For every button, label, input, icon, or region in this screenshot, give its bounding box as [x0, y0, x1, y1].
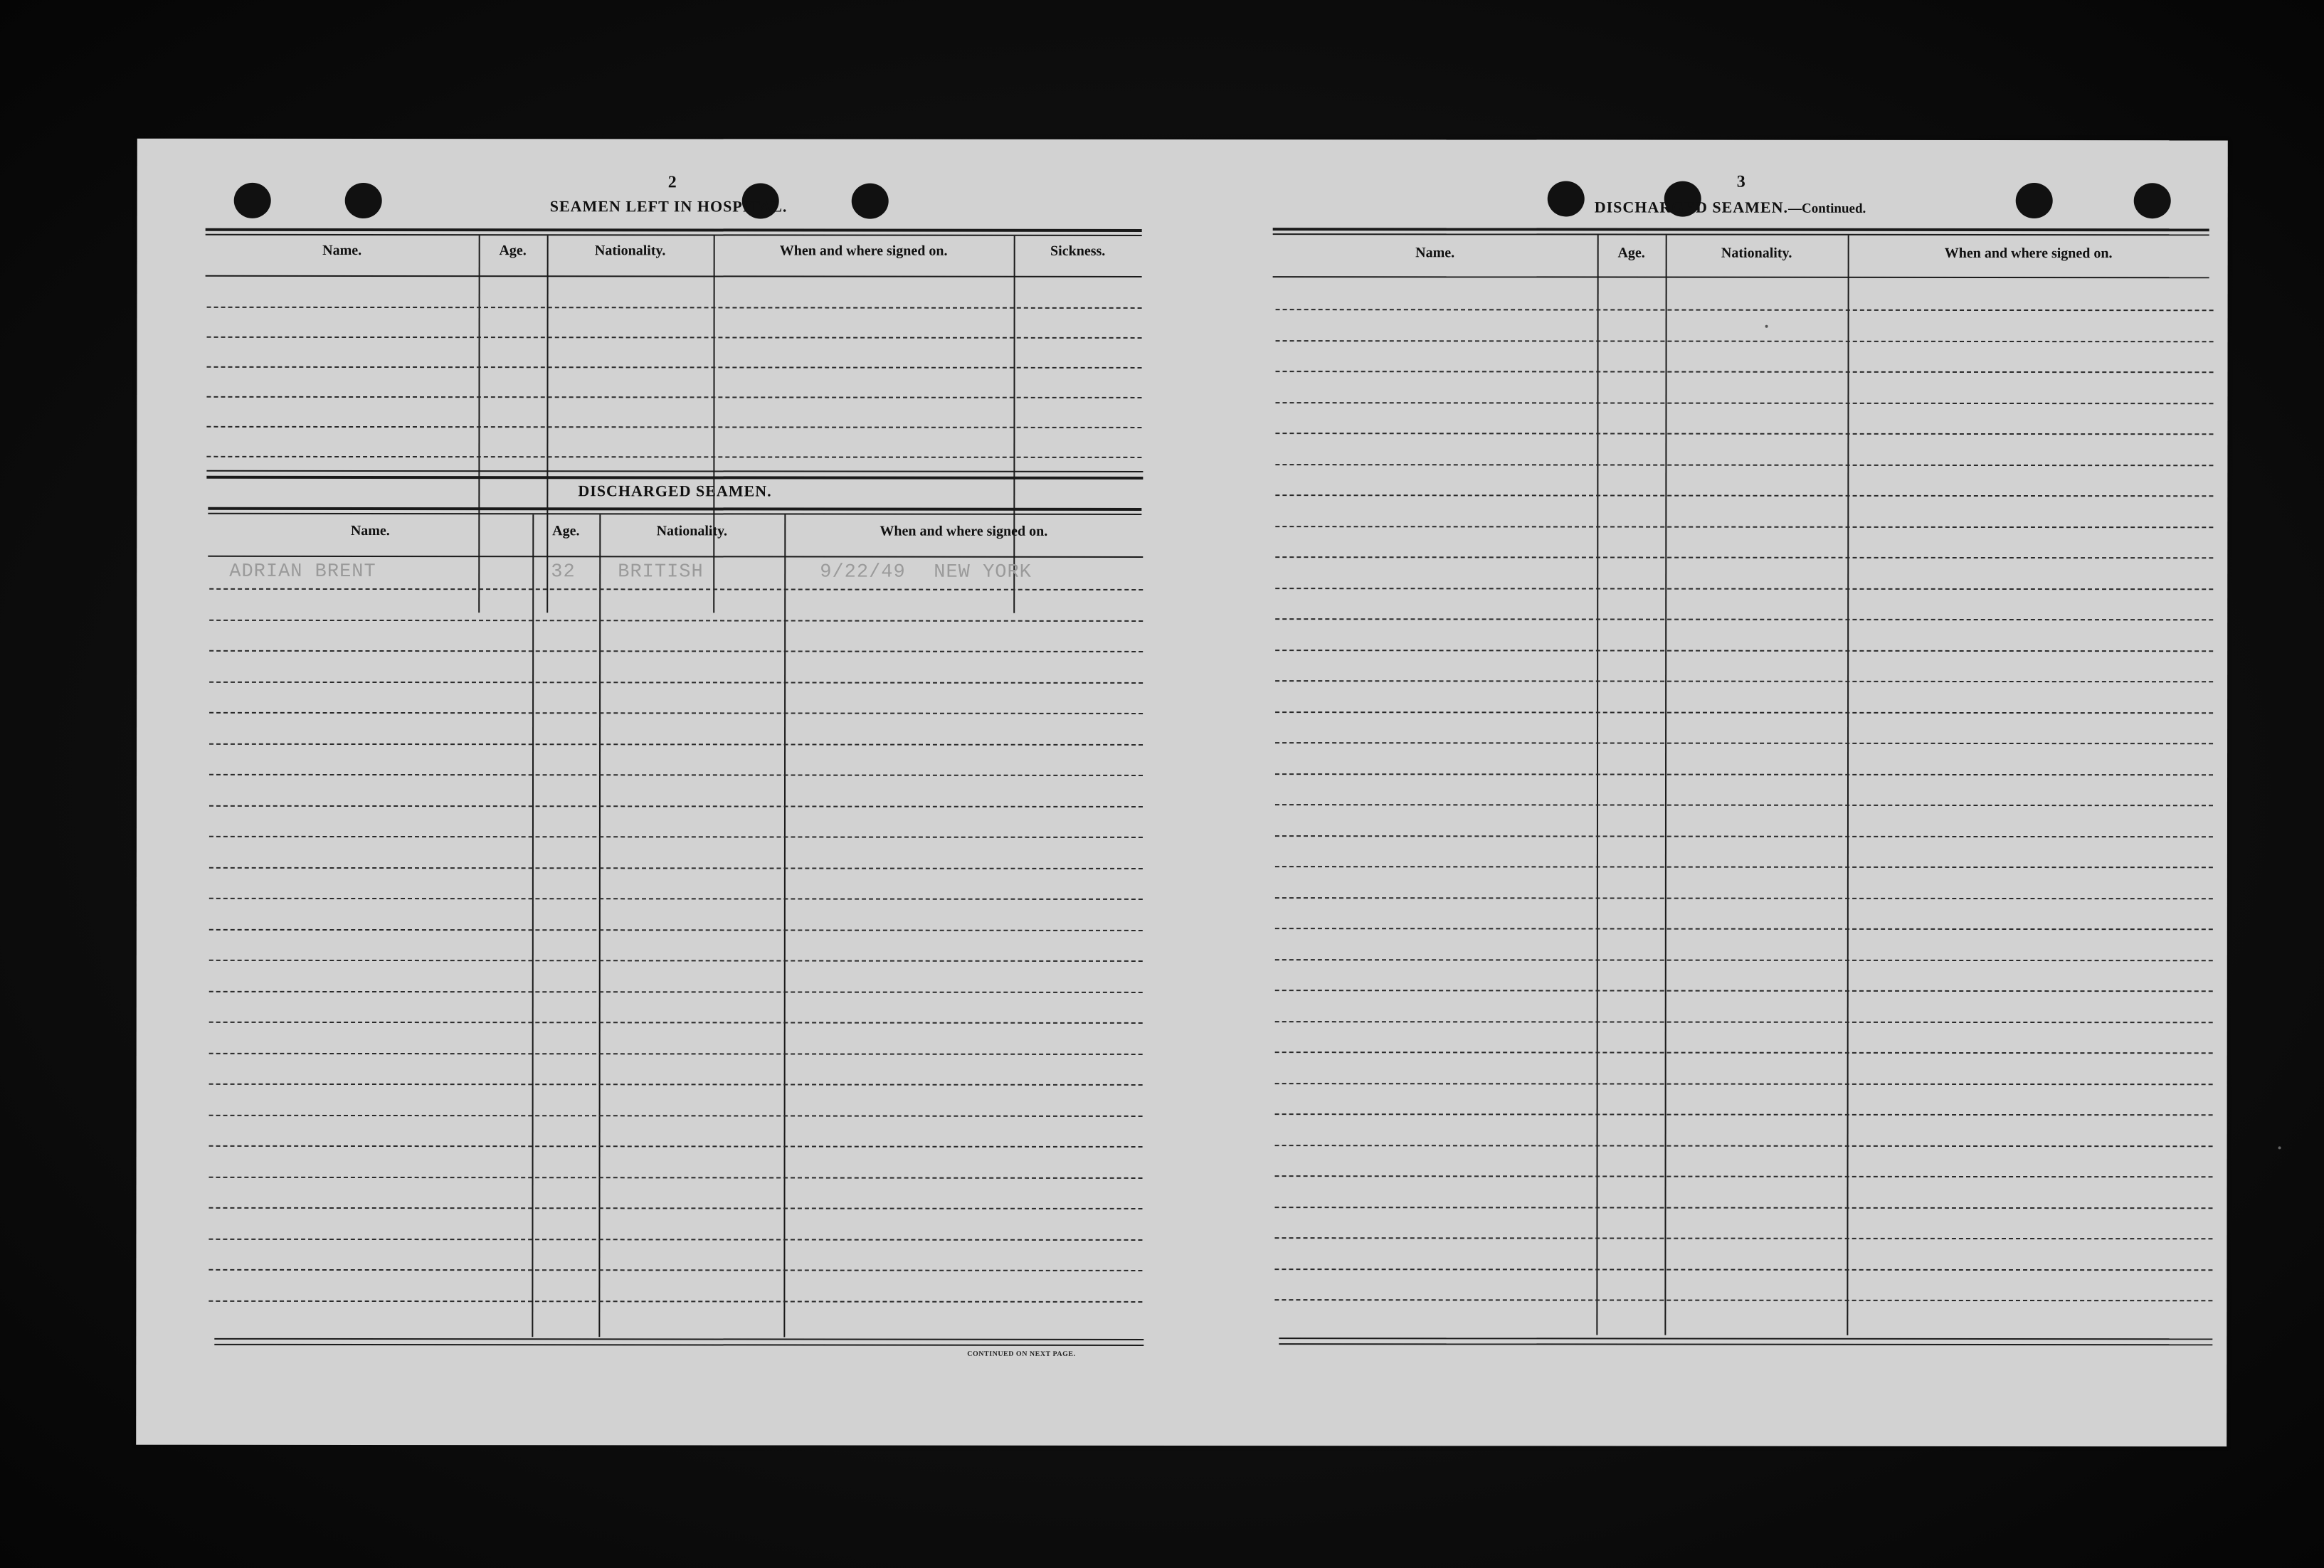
- entry-line: [209, 650, 1143, 652]
- signed-on-date: 9/22/49: [820, 561, 906, 583]
- entry-line: [1275, 464, 2213, 466]
- punch-hole: [2134, 183, 2171, 218]
- entry-line: [1275, 556, 2213, 558]
- entry-line: [1275, 742, 2213, 744]
- table-top-rule: [206, 234, 1142, 236]
- entry-line: [209, 1084, 1143, 1086]
- column-divider: [1596, 235, 1598, 1335]
- entry-line: [207, 307, 1142, 309]
- right-page: [1218, 139, 2228, 1446]
- seaman-nationality: BRITISH: [618, 561, 704, 583]
- entry-line: [206, 396, 1141, 398]
- table-bottom-rule: [206, 470, 1143, 472]
- table-top-rule: [208, 507, 1141, 511]
- entry-line: [1275, 1175, 2213, 1177]
- continued-footer: CONTINUED ON NEXT PAGE.: [967, 1350, 1076, 1358]
- table-bottom-rule: [214, 1338, 1143, 1340]
- entry-line: [1275, 680, 2213, 682]
- entry-line: [1275, 402, 2213, 404]
- column-header-name: Name.: [350, 522, 390, 539]
- entry-line: [1275, 835, 2213, 837]
- entry-line: [209, 619, 1143, 621]
- entry-line: [209, 743, 1143, 745]
- document-sheet: [136, 139, 2228, 1447]
- entry-line: [1275, 866, 2213, 868]
- entry-line: [1275, 618, 2213, 620]
- column-header-sickness: Sickness.: [1050, 243, 1106, 259]
- left-page: [136, 139, 1155, 1446]
- table-top-rule: [206, 228, 1142, 232]
- column-header-nationality: Nationality.: [594, 243, 666, 259]
- discharged-section-title: DISCHARGED SEAMEN.: [578, 482, 772, 500]
- entry-line: [1275, 1051, 2213, 1054]
- entry-line: [208, 1238, 1142, 1240]
- column-header-age: Age.: [1617, 245, 1645, 261]
- entry-line: [1274, 1299, 2212, 1301]
- entry-line: [209, 960, 1143, 962]
- entry-line: [1276, 371, 2214, 373]
- entry-line: [209, 588, 1143, 590]
- table-bottom-rule: [206, 476, 1143, 480]
- entry-line: [1275, 897, 2213, 899]
- table-top-rule: [1273, 233, 2209, 235]
- column-header-name: Name.: [1415, 245, 1455, 261]
- signed-on-place: NEW YORK: [934, 561, 1032, 583]
- entry-line: [1274, 1268, 2212, 1271]
- header-bottom-rule: [208, 556, 1143, 558]
- punch-hole: [2016, 183, 2053, 218]
- entry-line: [209, 928, 1143, 931]
- column-divider: [783, 515, 786, 1337]
- entry-line: [1275, 1083, 2213, 1085]
- entry-line: [1274, 1207, 2212, 1209]
- entry-line: [208, 1269, 1142, 1271]
- entry-line: [209, 774, 1143, 776]
- punch-hole: [234, 183, 271, 218]
- punch-hole: [345, 183, 382, 218]
- entry-line: [1275, 433, 2213, 435]
- seaman-age: 32: [551, 561, 576, 583]
- entry-line: [209, 990, 1143, 992]
- table-bottom-rule: [1279, 1337, 2212, 1340]
- column-header-when-where: When and where signed on.: [880, 523, 1048, 539]
- entry-line: [1274, 1237, 2212, 1239]
- entry-line: [1275, 650, 2213, 652]
- header-bottom-rule: [1273, 276, 2209, 278]
- column-header-age: Age.: [499, 243, 527, 259]
- table-bottom-rule: [214, 1344, 1143, 1346]
- entry-line: [206, 456, 1141, 458]
- page-number: 3: [1736, 172, 1745, 191]
- continued-entry-lines: [1219, 139, 2228, 140]
- entry-line: [209, 1052, 1143, 1054]
- paper-speck: [1765, 325, 1768, 328]
- entry-line: [1275, 959, 2213, 961]
- entry-line: [209, 805, 1143, 807]
- entry-line: [206, 426, 1141, 428]
- column-header-age: Age.: [552, 523, 580, 539]
- header-bottom-rule: [206, 275, 1142, 277]
- column-header-when-where: When and where signed on.: [1944, 245, 2113, 262]
- entry-line: [209, 898, 1143, 900]
- entry-line: [1275, 990, 2213, 992]
- entry-line: [1276, 340, 2214, 342]
- column-divider: [1847, 235, 1849, 1335]
- paper-speck: [2278, 1146, 2281, 1149]
- entry-line: [209, 1114, 1143, 1116]
- entry-line: [209, 712, 1143, 714]
- entry-line: [209, 836, 1143, 838]
- entry-line: [1275, 494, 2213, 497]
- table-top-rule: [1273, 228, 2209, 231]
- entry-line: [1276, 309, 2214, 311]
- column-header-nationality: Nationality.: [1721, 245, 1792, 261]
- entry-line: [1275, 804, 2213, 806]
- entry-line: [207, 337, 1142, 339]
- column-header-name: Name.: [322, 242, 362, 258]
- entry-line: [1275, 526, 2213, 528]
- column-divider: [1664, 235, 1667, 1335]
- entry-line: [1275, 711, 2213, 714]
- entry-line: [1275, 588, 2213, 590]
- entry-line: [208, 1300, 1142, 1302]
- entry-line: [209, 681, 1143, 683]
- column-header-nationality: Nationality.: [656, 523, 728, 539]
- hospital-section-title: SEAMEN LEFT IN HOSPITAL.: [549, 197, 788, 216]
- entry-line: [207, 366, 1142, 369]
- discharged-continued-title: DISCHARGED SEAMEN.—Continued.: [1594, 198, 1866, 216]
- column-divider: [598, 514, 601, 1337]
- page-number: 2: [667, 173, 677, 192]
- entry-line: [1275, 773, 2213, 775]
- seaman-name: ADRIAN BRENT: [229, 561, 376, 583]
- entry-line: [1275, 1021, 2213, 1023]
- column-divider: [532, 514, 534, 1337]
- punch-hole: [852, 184, 889, 219]
- entry-line: [209, 1022, 1143, 1024]
- entry-line: [208, 1207, 1142, 1209]
- punch-hole: [1548, 181, 1585, 216]
- entry-line: [1275, 1145, 2213, 1147]
- table-bottom-rule: [1279, 1343, 2212, 1345]
- table-top-rule: [208, 513, 1141, 515]
- entry-line: [209, 1145, 1143, 1148]
- entry-line: [209, 867, 1143, 869]
- column-header-when-where: When and where signed on.: [779, 243, 948, 259]
- entry-line: [1275, 928, 2213, 930]
- entry-line: [1275, 1113, 2213, 1116]
- entry-line: [209, 1176, 1143, 1178]
